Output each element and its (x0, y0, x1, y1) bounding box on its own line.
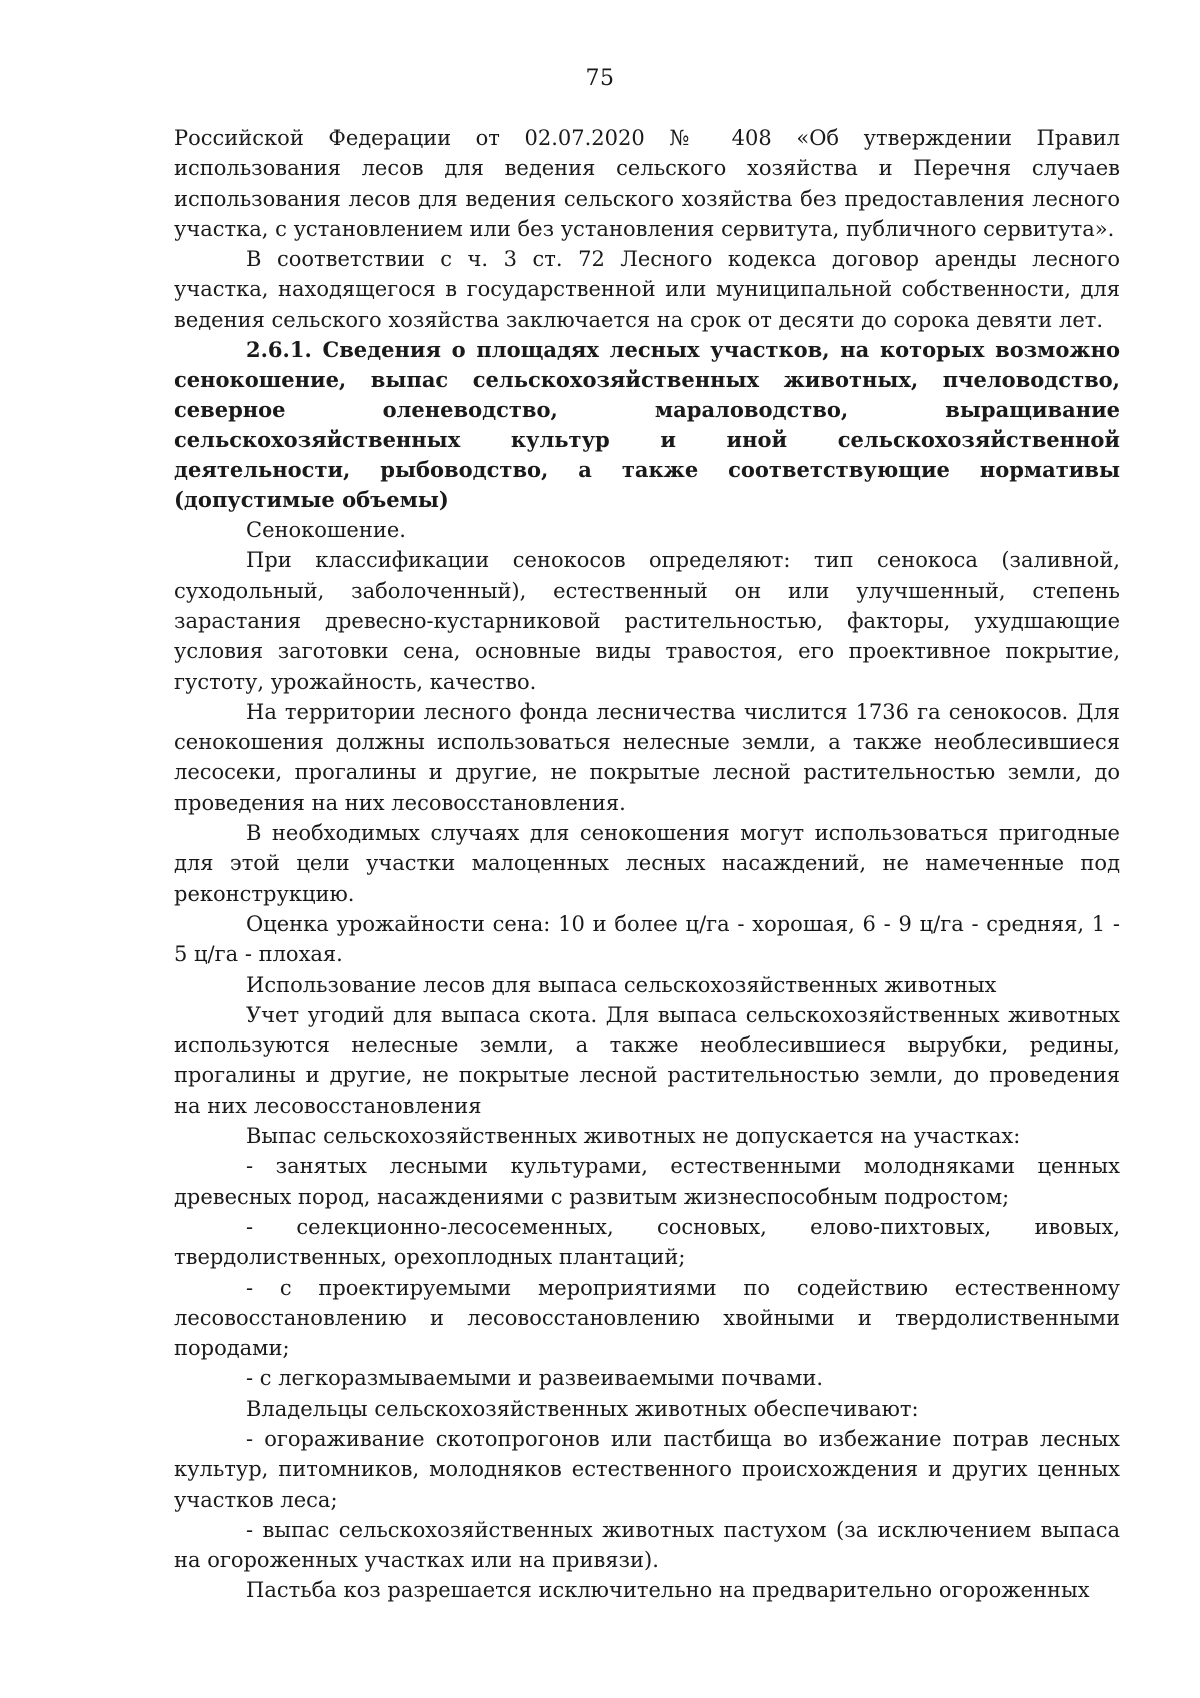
paragraph-lease-term: В соответствии с ч. 3 ст. 72 Лесного кодекса договор аренды лесного участка, находящегося в государственной или муниципальной собственности, для ведения сельского хозяйства заключается на срок от десяти до сорока девяти лет. (174, 247, 1120, 332)
paragraph-owners-provide: Владельцы сельскохозяйственных животных обеспечивают: (246, 1396, 919, 1421)
paragraph-grazing-lands: Учет угодий для выпаса скота. Для выпаса сельскохозяйственных животных используются нелесные земли, а также необлесившиеся вырубки, редины, прогалины и другие, не покрытые лесной растительностью земли, до проведения на них лесовосстановления (174, 1002, 1120, 1118)
paragraph-hayfield-classification: При классификации сенокосов определяют: тип сенокоса (заливной, суходольный, заболоченный), естественный он или улучшенный, степень зарастания древесно-кустарниковой растительностью, факторы, ухудшающие условия заготовки сена, основные виды травостоя, его проективное покрытие, густоту, урожайность, качество. (174, 548, 1120, 694)
list-item-erodible-soils: - с легкоразмываемыми и развеиваемыми почвами. (246, 1366, 824, 1391)
paragraph-grazing-prohibited: Выпас сельскохозяйственных животных не допускается на участках: (246, 1124, 1021, 1149)
paragraph-low-value-stands: В необходимых случаях для сенокошения могут использоваться пригодные для этой цели участки малоценных лесных насаждений, не намеченные под реконструкцию. (174, 821, 1120, 906)
list-item-herder: - выпас сельскохозяйственных животных пастухом (за исключением выпаса на огороженных участках или на привязи). (174, 1517, 1120, 1573)
page-number: 75 (585, 66, 615, 91)
list-item-reforestation: - с проектируемыми мероприятиями по содействию естественному лесовосстановлению и лесовосстановлению хвойными и твердолиственными породами; (174, 1275, 1120, 1361)
list-item-fencing: - огораживание скотопрогонов или пастбища во избежание потрав лесных культур, питомников, молодняков естественного происхождения и других ценных участков леса; (174, 1426, 1120, 1512)
list-item-plantations: - занятых лесными культурами, естественными молодняками ценных древесных пород, насаждениями с развитым жизнеспособным подростом; (174, 1154, 1120, 1209)
paragraph-continuation: Российской Федерации от 02.07.2020 № 408 «Об утверждении Правил использования лесов для ведения сельского хозяйства и Перечня случаев использования лесов для ведения сельского хозяйства без предоставления лесного участка, с установлением или без установления сервитута, публичного сервитута». (174, 126, 1120, 241)
list-item-seed-orchards: - селекционно-лесосеменных, сосновых, елово-пихтовых, ивовых, твердолиственных, орехоплодных плантаций; (174, 1214, 1120, 1270)
paragraph-hayfield-area: На территории лесного фонда лесничества числится 1736 га сенокосов. Для сенокошения должны использоваться нелесные земли, а также необлесившиеся лесосеки, прогалины и другие, не покрытые лесной растительностью земли, до проведения на них лесовосстановления. (174, 699, 1120, 815)
subheading-grazing: Использование лесов для выпаса сельскохозяйственных животных (246, 972, 997, 997)
section-heading-2-6-1: 2.6.1. Сведения о площадях лесных участков, на которых возможно сенокошение, выпас сельскохозяйственных животных, пчеловодство, северное оленеводство, мараловодство, выращивание сельскохозяйственных культур и иной сельскохозяйственной деятельности, рыбоводство, а также соответствующие нормативы (допустимые объемы) (174, 337, 1120, 513)
paragraph-goat-grazing: Пастьба коз разрешается исключительно на предварительно огороженных (246, 1578, 1090, 1603)
subheading-haymaking: Сенокошение. (246, 518, 406, 543)
paragraph-yield-assessment: Оценка урожайности сена: 10 и более ц/га - хорошая, 6 - 9 ц/га - средняя, 1 - 5 ц/га - плохая. (174, 911, 1120, 967)
document-body (174, 123, 1120, 1606)
